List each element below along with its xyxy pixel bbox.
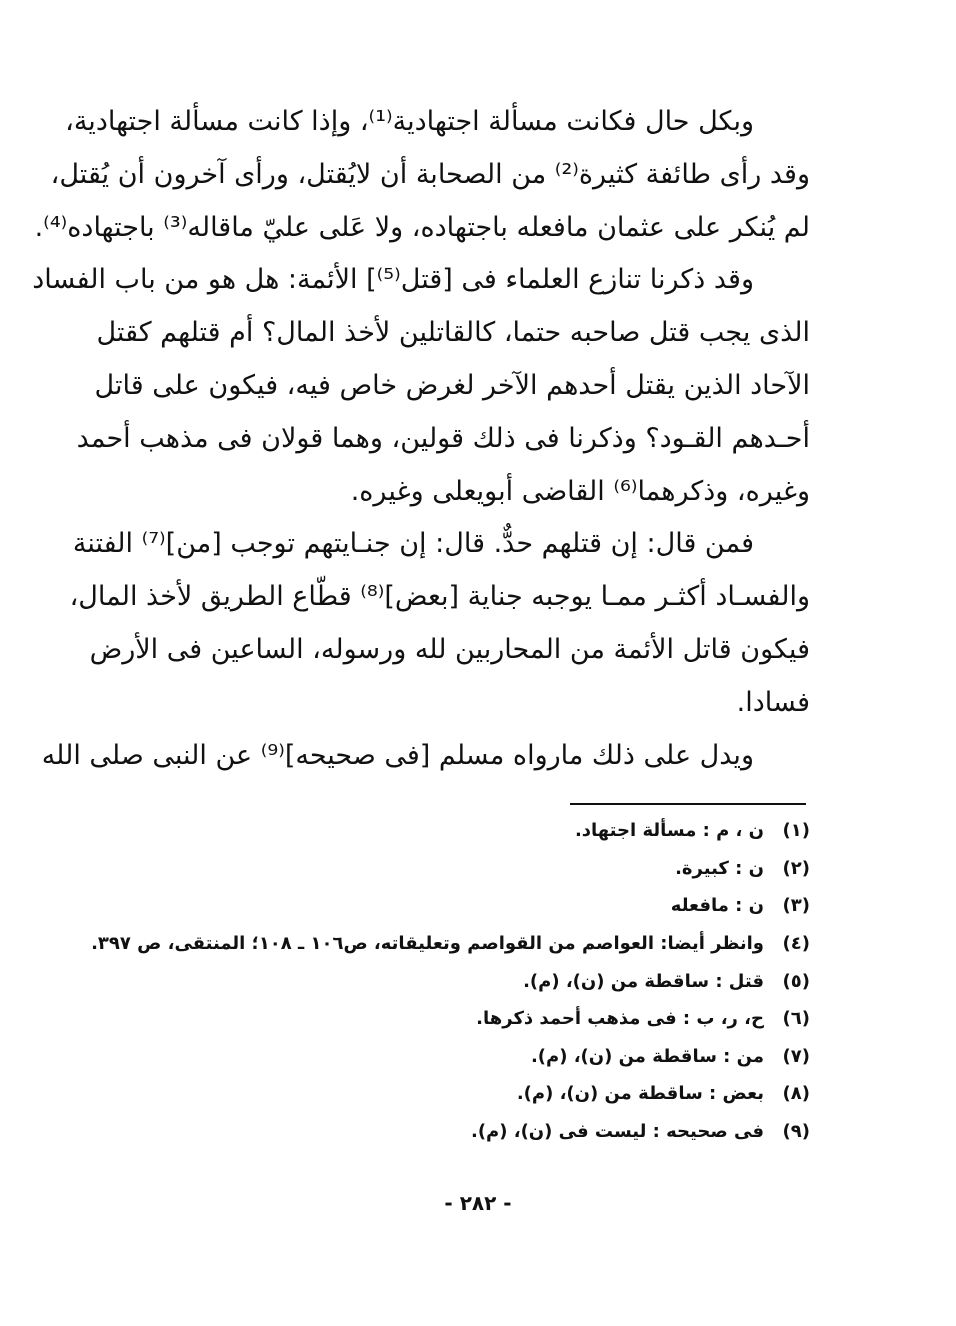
text-line: والفسـاد أكثـر ممـا يوجبه جناية [بعض]⁽⁸⁾ قطّاع الطريق لأخذ المال، [69, 581, 810, 613]
text-line: ويدل على ذلك مارواه مسلم [فى صحيحه]⁽⁹⁾ عن النبى صلى الله [41, 739, 754, 771]
text-line: فسادا. [736, 686, 810, 718]
main-text [32, 96, 810, 782]
footnote-number: (٦) [782, 1008, 810, 1030]
footnote-item [110, 1038, 810, 1076]
text-line: فيكون قاتل الأئمة من المحاربين لله ورسوله، الساعين فى الأرض [89, 633, 810, 665]
text-line: وقد رأى طائفة كثيرة⁽²⁾ من الصحابة أن لايُقتل، ورأى آخرون أن يُقتل، [50, 158, 810, 190]
footnote-number: (٨) [782, 1083, 810, 1105]
footnote-text: من : ساقطة من (ن)، (م). [530, 1045, 764, 1067]
footnote-text: قتل : ساقطة من (ن)، (م). [523, 970, 764, 992]
footnote-item [110, 887, 810, 925]
footnote-item [110, 962, 810, 1000]
text-line: فمن قال: إن قتلهم حدٌّ. قال: إن جنـايتهم توجب [من]⁽⁷⁾ الفتنة [72, 528, 754, 560]
footnote-text: ح، ر، ب : فى مذهب أحمد ذكرها. [476, 1008, 764, 1030]
text-line: الآحاد الذين يقتل أحدهم الآخر لغرض خاص فيه، فيكون على قاتل [94, 369, 810, 401]
footnote-item [110, 1113, 810, 1151]
footnote-number: (٧) [782, 1045, 810, 1067]
footnotes [91, 812, 810, 1150]
footnote-text: بعض : ساقطة من (ن)، (م). [516, 1083, 764, 1105]
footnote-item [110, 850, 810, 888]
page-number: - ٢٨٢ - [444, 1191, 512, 1215]
footnote-text: ن ، م : مسألة اجتهاد. [574, 820, 764, 842]
footnote-item [91, 925, 810, 963]
footnote-number: (٤) [782, 933, 810, 955]
footnote-number: (٢) [782, 857, 810, 879]
text-line: الذى يجب قتل صاحبه حتما، كالقاتلين لأخذ المال؟ أم قتلهم كقتل [96, 317, 810, 349]
footnote-number: (٥) [782, 970, 810, 992]
text-line: أحـدهم القـود؟ وذكرنا فى ذلك قولين، وهما قولان فى مذهب أحمد [76, 422, 810, 454]
footnote-divider [570, 803, 806, 805]
text-line: وغيره، وذكرهما⁽⁶⁾ القاضى أبويعلى وغيره. [350, 475, 810, 507]
footnote-item [110, 1075, 810, 1113]
footnote-text: فى صحيحه : ليست فى (ن)، (م). [470, 1121, 764, 1143]
footnote-text: ن : مافعله [670, 895, 764, 917]
text-line: وبكل حال فكانت مسألة اجتهادية⁽¹⁾، وإذا كانت مسألة اجتهادية، [65, 106, 754, 137]
footnote-number: (٩) [782, 1121, 810, 1143]
footnote-number: (١) [782, 820, 810, 842]
footnote-number: (٣) [782, 895, 810, 917]
footnote-text: ن : كبيرة. [675, 857, 764, 879]
text-line: وقد ذكرنا تنازع العلماء فى [قتل⁽⁵⁾] الأئمة: هل هو من باب الفساد [32, 264, 754, 296]
footnote-text: وانظر أيضا: العواصم من القواصم وتعليقاته، ص١٠٦ ـ ١٠٨؛ المنتقى، ص ٣٩٧. [91, 933, 764, 955]
text-line: لم يُنكر على عثمان مافعله باجتهاده، ولا عَلى عليّ ماقاله⁽³⁾ باجتهاده⁽⁴⁾. [34, 211, 810, 243]
footnote-item [110, 812, 810, 850]
footnote-item [110, 1000, 810, 1038]
